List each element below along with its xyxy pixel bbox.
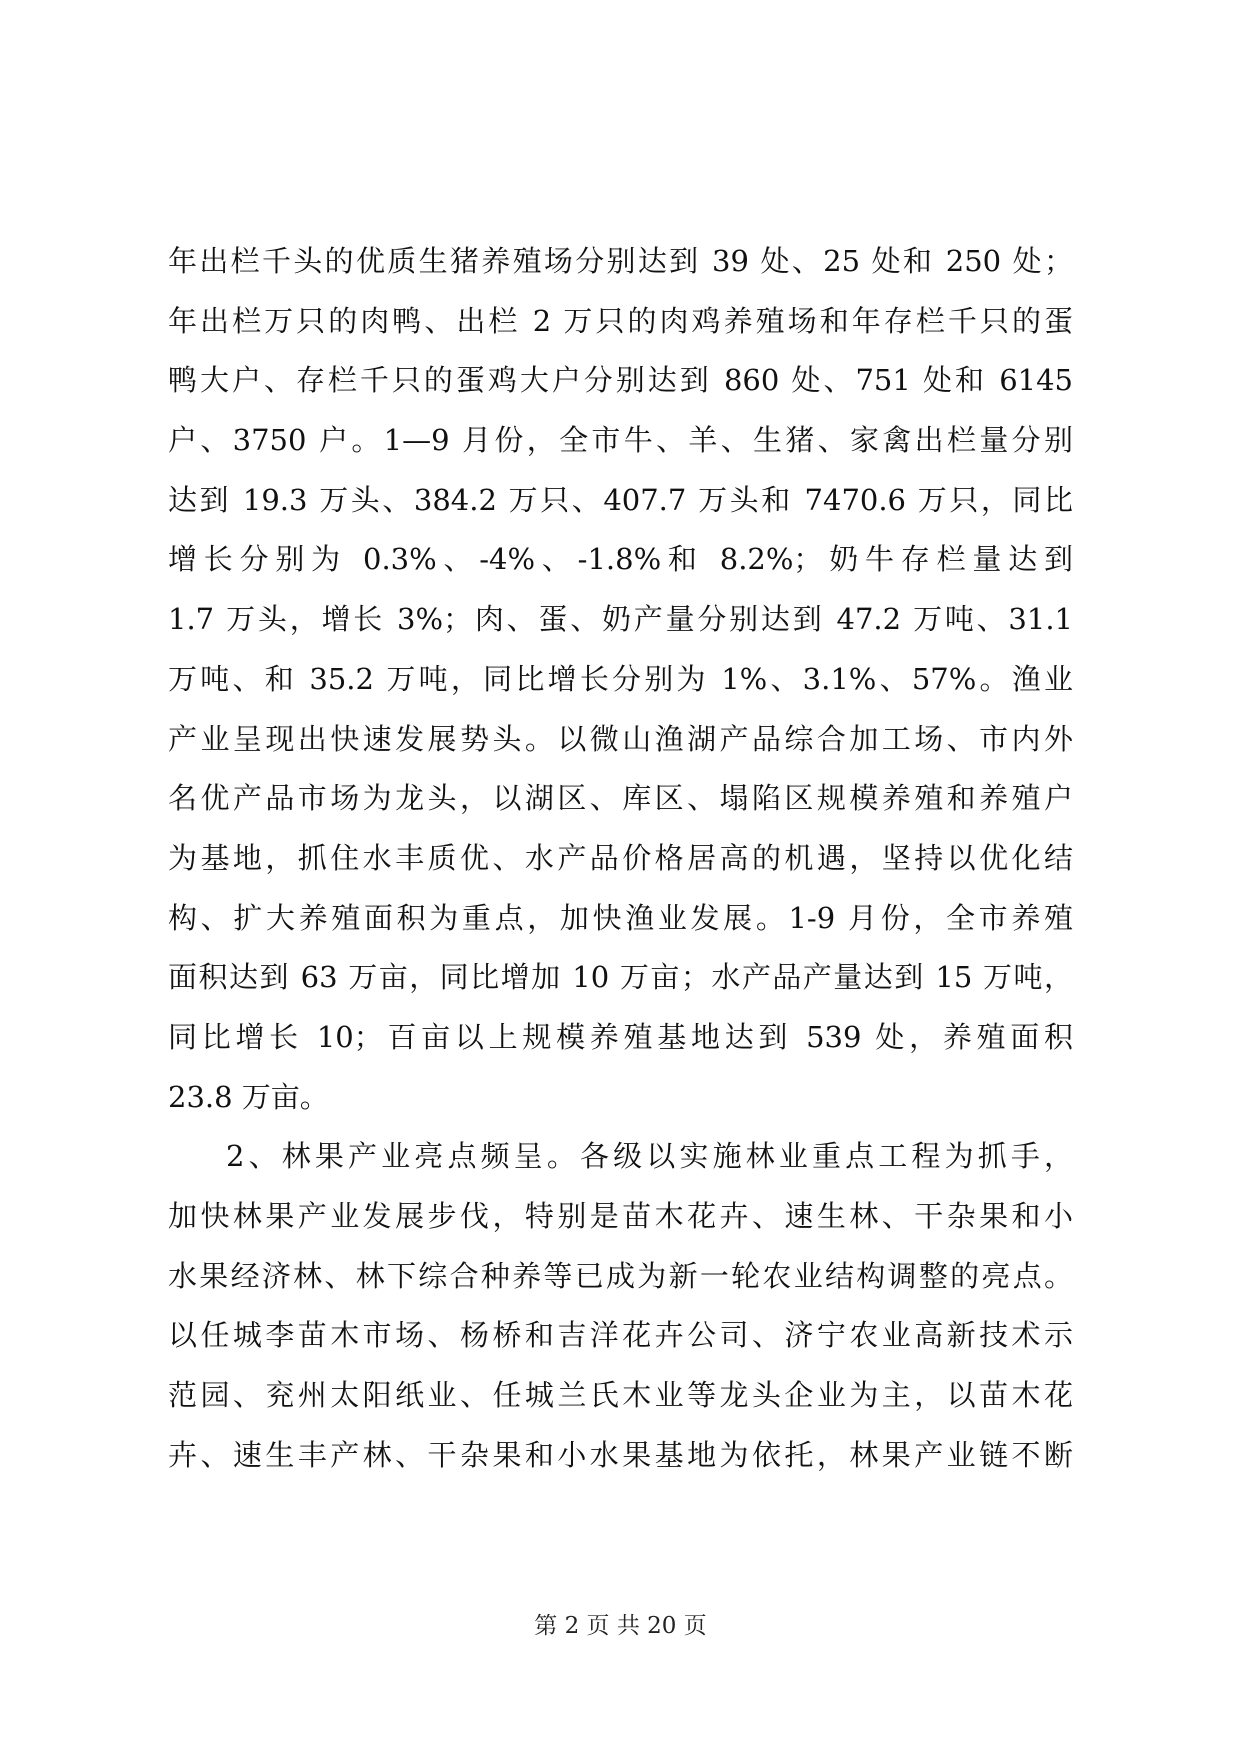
text-line: 构、扩大养殖面积为重点，加快渔业发展。1-9 月份，全市养殖 <box>168 900 1073 935</box>
text-line: 2、林果产业亮点频呈。各级以实施林业重点工程为抓手， <box>226 1139 1073 1174</box>
text-line: 鸭大户、存栏千只的蛋鸡大户分别达到 860 处、751 处和 6145 <box>168 363 1073 398</box>
text-line: 名优产品市场为龙头，以湖区、库区、塌陷区规模养殖和养殖户 <box>168 781 1073 816</box>
text-line: 以任城李苗木市场、杨桥和吉洋花卉公司、济宁农业高新技术示 <box>168 1318 1073 1353</box>
text-line: 23.8 万亩。 <box>168 1079 329 1114</box>
body-text <box>168 232 1073 1485</box>
text-line: 户、3750 户。1—9 月份，全市牛、羊、生猪、家禽出栏量分别 <box>168 423 1073 458</box>
text-line: 增长分别为 0.3%、-4%、-1.8%和 8.2%；奶牛存栏量达到 <box>168 542 1073 577</box>
text-line: 年出栏千头的优质生猪养殖场分别达到 39 处、25 处和 250 处； <box>168 244 1073 278</box>
text-line: 年出栏万只的肉鸭、出栏 2 万只的肉鸡养殖场和年存栏千只的蛋 <box>168 303 1073 338</box>
text-line: 万吨、和 35.2 万吨，同比增长分别为 1%、3.1%、57%。渔业 <box>168 661 1073 696</box>
text-line: 1.7 万头，增长 3%；肉、蛋、奶产量分别达到 47.2 万吨、31.1 <box>168 602 1073 637</box>
text-line: 为基地，抓住水丰质优、水产品价格居高的机遇，坚持以优化结 <box>168 840 1073 875</box>
text-line: 水果经济林、林下综合种养等已成为新一轮农业结构调整的亮点。 <box>168 1258 1073 1293</box>
text-line: 卉、速生丰产林、干杂果和小水果基地为依托，林果产业链不断 <box>168 1437 1073 1472</box>
text-line: 产业呈现出快速发展势头。以微山渔湖产品综合加工场、市内外 <box>168 721 1073 756</box>
text-line: 达到 19.3 万头、384.2 万只、407.7 万头和 7470.6 万只，同比 <box>168 482 1073 517</box>
text-line: 范园、兖州太阳纸业、任城兰氏木业等龙头企业为主，以苗木花 <box>168 1378 1073 1413</box>
text-line: 同比增长 10；百亩以上规模养殖基地达到 539 处，养殖面积 <box>168 1019 1073 1054</box>
page-number-footer: 第 2 页 共 20 页 <box>534 1613 707 1639</box>
text-line: 面积达到 63 万亩，同比增加 10 万亩；水产品产量达到 15 万吨， <box>168 960 1073 995</box>
text-line: 加快林果产业发展步伐，特别是苗木花卉、速生林、干杂果和小 <box>168 1199 1073 1233</box>
